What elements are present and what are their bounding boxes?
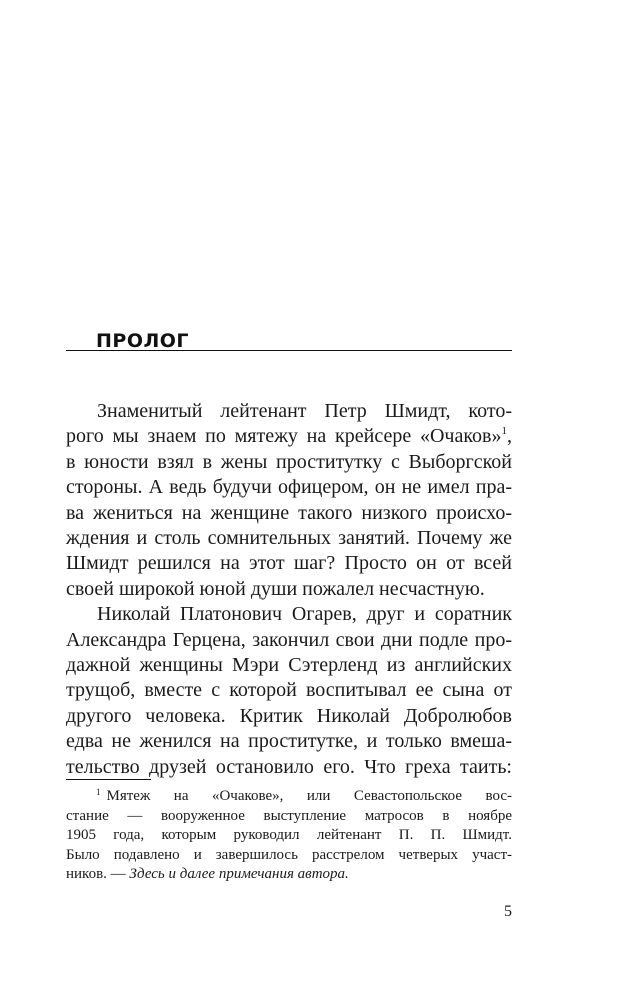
body-line: Знаменитый лейтенант Петр Шмидт, кото- [97,400,512,422]
body-line: в юности взял в жены проститутку с Выборгской [66,450,512,473]
body-line: Александра Герцена, закончил свои дни подле про- [66,628,512,651]
footnote [66,787,512,885]
page-number: 5 [504,903,512,920]
body-line: ва жениться на женщине такого низкого происхо- [66,501,512,524]
body-line: трущоб, вместе с которой воспитывал ее сына от [66,679,512,702]
footnote-line: Было подавлено и завершилось расстрелом четверых участ- [66,846,512,863]
footnote-marker: 1 [96,787,101,797]
footnote-line: $^1$ Мятеж на «Очакове», или Севастопольское вос- [96,787,512,804]
body-line: тельство друзей остановило его. Что греха таить: [66,755,512,778]
body-line: Николай Платонович Огарев, друг и соратник [97,603,512,626]
body-line: стороны. А ведь будучи офицером, он не имел пра- [66,476,512,499]
body-line: Шмидт решился на этот шаг? Просто он от всей [66,552,512,575]
footnote-rule [66,779,151,780]
body-text [66,399,512,780]
body-line: дажной женщины Мэри Сэтерленд из английских [66,654,512,677]
footnote-line: ников. — Здесь и далее примечания автора. [66,866,349,882]
author-note: Здесь и далее примечания автора. [129,866,349,882]
title-rule [66,350,512,351]
footnote-line: стание — вооруженное выступление матросов в ноябре [66,807,512,824]
body-line: другого человека. Критик Николай Добролюбов [66,704,512,727]
footnote-line: 1905 года, которым руководил лейтенант П. П. Шмидт. [66,827,512,843]
chapter-title: ПРОЛОГ [96,330,190,352]
body-line: рого мы знаем по мятежу на крейсере «Очаков»$^1$, [66,425,512,448]
body-line: ждения и столь сомнительных занятий. Почему же [66,527,512,550]
body-line: едва не женился на проститутке, и только вмеша- [66,730,512,753]
footnote-reference[interactable]: 1 [501,425,507,438]
body-line: своей широкой юной души пожалел несчастную. [66,577,485,600]
